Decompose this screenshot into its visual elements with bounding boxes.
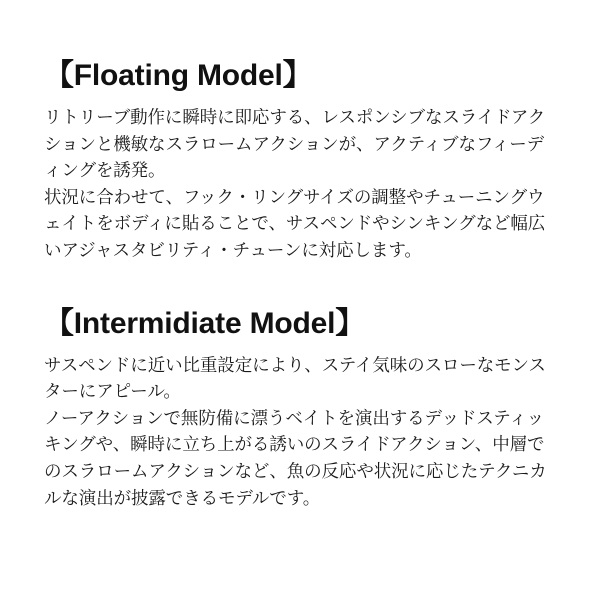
paragraph-intermidiate-model-1: サスペンドに近い比重設定により、ステイ気味のスローなモンスターにアピール。	[44, 354, 546, 402]
paragraph-floating-model-2: 状況に合わせて、フック・リングサイズの調整やチューニングウェイトをボディに貼ることで、サスペンドやシンキングなど幅広いアジャスタビリティ・チューンに対応します。	[44, 186, 546, 260]
paragraph-floating-model-1: リトリーブ動作に瞬時に即応する、レスポンシブなスライドアクションと機敏なスラロームアクションが、アクティブなフィーディングを誘発。	[44, 107, 546, 181]
section-floating-model	[44, 58, 558, 264]
section-title-intermidiate-model: 【Intermidiate Model】	[44, 306, 366, 340]
paragraph-intermidiate-model-2: ノーアクションで無防備に漂うベイトを演出するデッドスティッキングや、瞬時に立ち上がる誘いのスライドアクション、中層でのスラロームアクションなど、魚の反応や状況に応じたテクニカルな演出が披露できるモデルです。	[44, 407, 547, 508]
section-intermidiate-model	[44, 306, 558, 512]
section-title-floating-model: 【Floating Model】	[44, 59, 313, 92]
